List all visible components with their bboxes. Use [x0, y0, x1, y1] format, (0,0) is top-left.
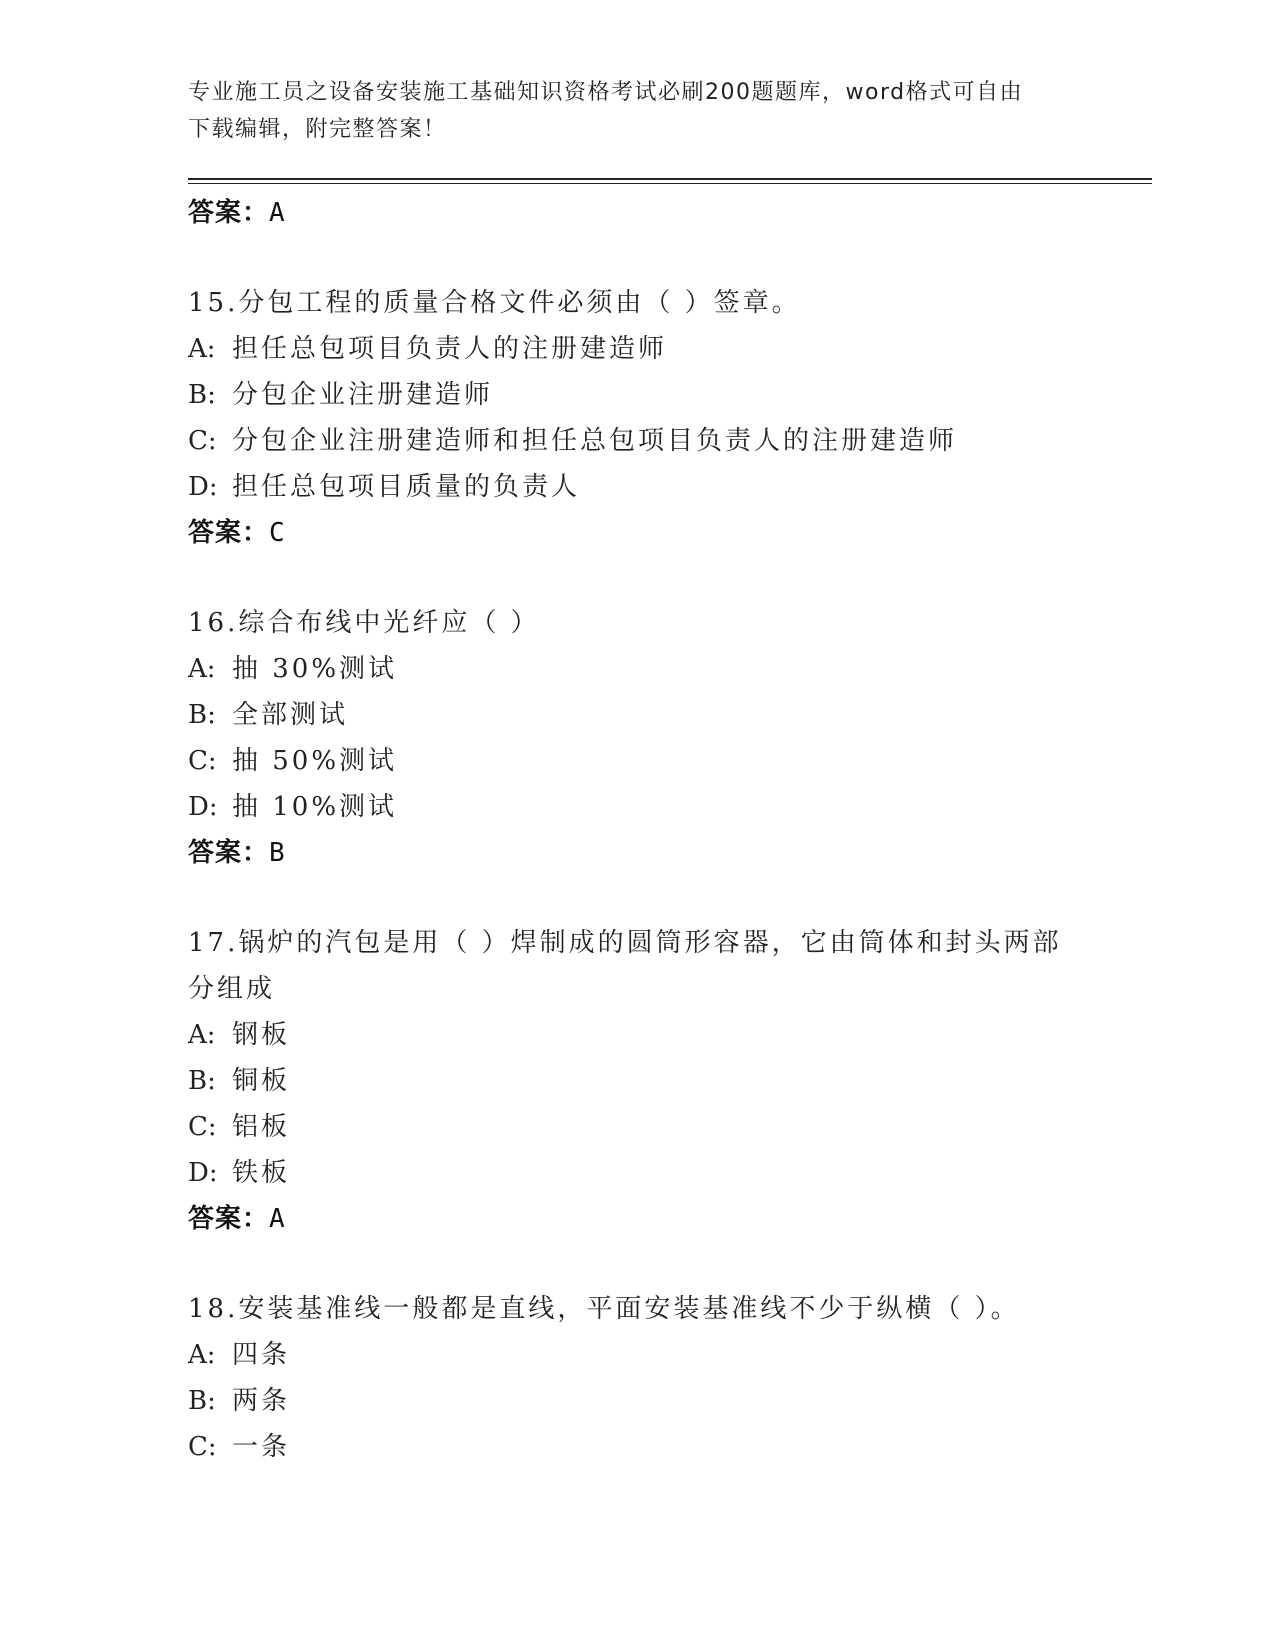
option-a [188, 326, 1088, 372]
option-text: 抽 50%测试 [232, 746, 398, 776]
answer-value: A [269, 1204, 285, 1234]
header-divider-thin [188, 183, 1152, 184]
option-text: 钢板 [232, 1020, 291, 1050]
option-letter: A: [188, 1020, 216, 1050]
header-title-line-1: 专业施工员之设备安装施工基础知识资格考试必刷200题题库，word格式可自由 [188, 80, 1024, 105]
option-c [188, 1424, 1088, 1470]
answer-label: 答案： [188, 518, 270, 548]
option-b [188, 1058, 1088, 1104]
question-list [188, 190, 1088, 1470]
option-letter: A: [188, 1340, 216, 1370]
question-block-16 [188, 600, 1088, 876]
question-stem: 18.安装基准线一般都是直线，平面安装基准线不少于纵横（ ）。 [188, 1294, 1020, 1324]
option-text: 分包企业注册建造师 [232, 380, 494, 410]
option-a [188, 1332, 1088, 1378]
question-block-15 [188, 280, 1088, 556]
spacer [188, 236, 1088, 280]
question-block-17 [188, 920, 1088, 1242]
option-letter: C: [188, 1112, 217, 1142]
option-b [188, 692, 1088, 738]
document-header [188, 74, 1068, 148]
answer-label: 答案： [188, 198, 270, 228]
answer-value: A [269, 198, 285, 228]
option-letter: B: [188, 1066, 216, 1096]
option-c [188, 1104, 1088, 1150]
option-letter: D: [188, 792, 218, 822]
option-c [188, 738, 1088, 784]
option-d [188, 784, 1088, 830]
question-stem: 17.锅炉的汽包是用（ ）焊制成的圆筒形容器，它由筒体和封头两部分组成 [188, 928, 1062, 1004]
answer-line-q14 [188, 190, 1088, 236]
option-text: 两条 [232, 1386, 291, 1416]
header-divider-thick [188, 178, 1152, 180]
option-text: 担任总包项目质量的负责人 [232, 472, 581, 502]
option-letter: C: [188, 746, 217, 776]
option-letter: D: [188, 472, 218, 502]
option-b [188, 372, 1088, 418]
spacer [188, 1242, 1088, 1286]
option-d [188, 464, 1088, 510]
header-title-line-2: 下载编辑，附完整答案！ [188, 117, 447, 142]
option-text: 全部测试 [232, 700, 349, 730]
option-letter: C: [188, 1432, 217, 1462]
option-text: 抽 10%测试 [232, 792, 398, 822]
question-stem: 16.综合布线中光纤应（ ） [188, 608, 540, 638]
answer-value: B [269, 838, 285, 868]
answer-line [188, 830, 1088, 876]
option-a [188, 646, 1088, 692]
option-text: 铁板 [232, 1158, 291, 1188]
option-text: 铝板 [232, 1112, 291, 1142]
option-letter: A: [188, 654, 216, 684]
option-letter: B: [188, 380, 216, 410]
option-letter: C: [188, 426, 217, 456]
answer-value: C [269, 518, 285, 548]
option-text: 抽 30%测试 [232, 654, 398, 684]
option-letter: B: [188, 1386, 216, 1416]
option-text: 四条 [232, 1340, 291, 1370]
option-letter: B: [188, 700, 216, 730]
spacer [188, 876, 1088, 920]
option-a [188, 1012, 1088, 1058]
option-text: 一条 [232, 1432, 291, 1462]
answer-line [188, 1196, 1088, 1242]
option-c [188, 418, 1088, 464]
option-text: 分包企业注册建造师和担任总包项目负责人的注册建造师 [232, 426, 958, 456]
option-letter: D: [188, 1158, 218, 1188]
answer-label: 答案： [188, 1204, 270, 1234]
option-b [188, 1378, 1088, 1424]
spacer [188, 556, 1088, 600]
option-d [188, 1150, 1088, 1196]
answer-line [188, 510, 1088, 556]
answer-label: 答案： [188, 838, 270, 868]
option-text: 铜板 [232, 1066, 291, 1096]
question-block-18 [188, 1286, 1088, 1470]
option-letter: A: [188, 334, 216, 364]
question-stem: 15.分包工程的质量合格文件必须由（ ）签章。 [188, 288, 801, 318]
option-text: 担任总包项目负责人的注册建造师 [232, 334, 668, 364]
